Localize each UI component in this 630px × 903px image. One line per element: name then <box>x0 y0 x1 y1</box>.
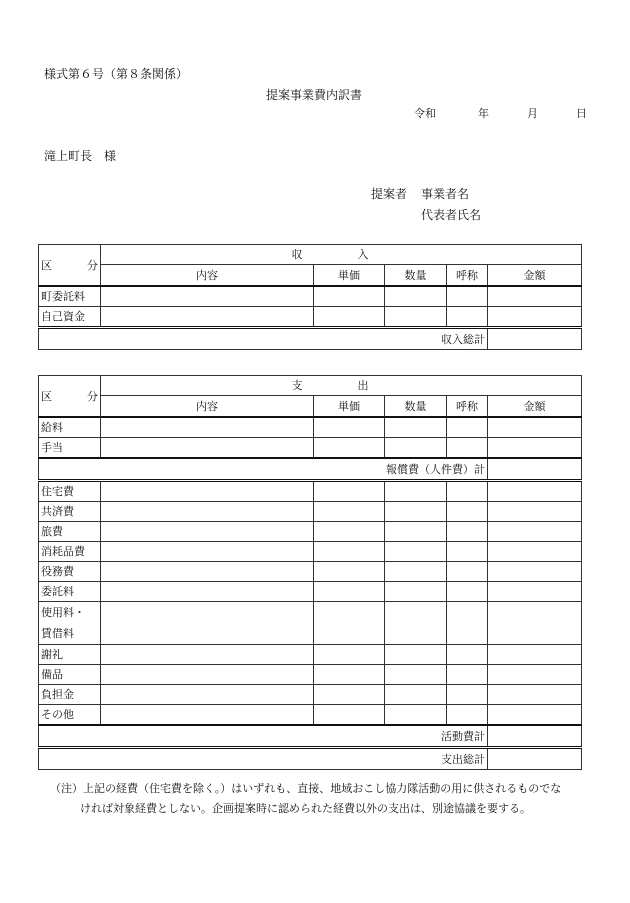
expense-row-label: 住宅費 <box>39 481 101 502</box>
income-row-label: 町委託料 <box>39 286 101 307</box>
col-unit-price: 単価 <box>314 265 385 286</box>
cell[interactable] <box>101 645 314 665</box>
cell[interactable] <box>447 522 488 542</box>
cell[interactable] <box>447 685 488 705</box>
cell[interactable] <box>447 502 488 522</box>
date-month: 月 <box>527 107 538 120</box>
representative-label: 代表者氏名 <box>421 208 482 222</box>
expense-row-label: 共済費 <box>39 502 101 522</box>
cell[interactable] <box>385 481 447 502</box>
cell[interactable] <box>447 602 488 645</box>
expense-row-label: 謝礼 <box>39 645 101 665</box>
expense-row-label: その他 <box>39 705 101 726</box>
cell[interactable] <box>488 665 582 685</box>
expense-row-label: 消耗品費 <box>39 542 101 562</box>
usage-fee-line2: 賃借料 <box>41 627 74 640</box>
form-number: 様式第６号（第８条関係） <box>44 67 189 81</box>
cell[interactable] <box>101 522 314 542</box>
cell[interactable] <box>385 502 447 522</box>
col-quantity: 数量 <box>385 265 447 286</box>
cell[interactable] <box>101 417 314 438</box>
cell[interactable] <box>101 665 314 685</box>
cell[interactable] <box>314 602 385 645</box>
expense-row-label: 手当 <box>39 438 101 459</box>
expense-table <box>38 375 582 770</box>
cell[interactable] <box>488 562 582 582</box>
date-year: 年 <box>478 107 489 120</box>
cell[interactable] <box>385 417 447 438</box>
cell[interactable] <box>101 542 314 562</box>
cell[interactable] <box>314 522 385 542</box>
cell[interactable] <box>101 481 314 502</box>
cell[interactable] <box>488 438 582 459</box>
cell[interactable] <box>488 481 582 502</box>
expense-row-label: 旅費 <box>39 522 101 542</box>
col-quantity: 数量 <box>385 396 447 417</box>
personnel-total-label: 報償費（人件費）計 <box>39 458 488 481</box>
cell[interactable] <box>101 685 314 705</box>
proposer-label: 提案者 <box>371 187 408 201</box>
cell[interactable] <box>385 665 447 685</box>
cell[interactable] <box>101 582 314 602</box>
cell[interactable] <box>314 562 385 582</box>
cell[interactable] <box>385 542 447 562</box>
activity-total-label: 活動費計 <box>39 725 488 748</box>
expense-total-label: 支出総計 <box>39 748 488 770</box>
cell[interactable] <box>314 438 385 459</box>
cell[interactable] <box>488 542 582 562</box>
col-content: 内容 <box>101 396 314 417</box>
cell[interactable] <box>488 685 582 705</box>
cell[interactable] <box>488 602 582 645</box>
cell[interactable] <box>101 502 314 522</box>
note-line-1: （注）上記の経費（住宅費を除く。）はいずれも、直接、地域おこし協力隊活動の用に供されるものでな <box>50 782 562 795</box>
cell[interactable] <box>385 685 447 705</box>
income-table <box>38 244 582 350</box>
cell[interactable] <box>385 522 447 542</box>
cell[interactable] <box>101 286 314 307</box>
cell[interactable] <box>447 481 488 502</box>
cell[interactable] <box>314 481 385 502</box>
expense-row-label: 役務費 <box>39 562 101 582</box>
cell[interactable] <box>314 645 385 665</box>
cell[interactable] <box>488 705 582 726</box>
kubun-header: 区 分 <box>39 245 101 287</box>
expense-section-title: 支 出 <box>101 376 582 396</box>
date-era: 令和 <box>414 107 436 120</box>
document-title: 提案事業費内訳書 <box>266 88 363 102</box>
cell[interactable] <box>447 582 488 602</box>
expense-total-cell[interactable] <box>488 748 582 770</box>
cell[interactable] <box>314 286 385 307</box>
cell[interactable] <box>488 286 582 307</box>
cell[interactable] <box>447 542 488 562</box>
expense-row-label: 備品 <box>39 665 101 685</box>
cell[interactable] <box>488 417 582 438</box>
cell[interactable] <box>385 705 447 726</box>
cell[interactable] <box>101 438 314 459</box>
cell[interactable] <box>385 645 447 665</box>
activity-total-cell[interactable] <box>488 725 582 748</box>
col-unit-price: 単価 <box>314 396 385 417</box>
income-total-cell[interactable] <box>488 328 582 350</box>
cell[interactable] <box>314 307 385 328</box>
cell[interactable] <box>488 307 582 328</box>
cell[interactable] <box>101 562 314 582</box>
addressee: 滝上町長 様 <box>44 149 117 163</box>
cell[interactable] <box>488 645 582 665</box>
col-unit: 呼称 <box>447 265 488 286</box>
cell[interactable] <box>447 665 488 685</box>
cell[interactable] <box>488 582 582 602</box>
col-amount: 金額 <box>488 265 582 286</box>
cell[interactable] <box>447 417 488 438</box>
cell[interactable] <box>488 522 582 542</box>
cell[interactable] <box>101 602 314 645</box>
cell[interactable] <box>101 705 314 726</box>
cell[interactable] <box>447 438 488 459</box>
business-name-label: 事業者名 <box>421 187 470 201</box>
cell[interactable] <box>447 286 488 307</box>
cell[interactable] <box>385 582 447 602</box>
usage-fee-line1: 使用料・ <box>41 606 85 619</box>
cell[interactable] <box>447 645 488 665</box>
personnel-total-cell[interactable] <box>488 458 582 481</box>
income-section-title: 収 入 <box>101 245 582 265</box>
kubun-header: 区 分 <box>39 376 101 418</box>
expense-row-label: 負担金 <box>39 685 101 705</box>
cell[interactable] <box>447 705 488 726</box>
cell[interactable] <box>314 582 385 602</box>
cell[interactable] <box>314 705 385 726</box>
cell[interactable] <box>314 542 385 562</box>
col-amount: 金額 <box>488 396 582 417</box>
expense-row-label: 給料 <box>39 417 101 438</box>
income-row-label: 自己資金 <box>39 307 101 328</box>
expense-row-label: 委託料 <box>39 582 101 602</box>
cell[interactable] <box>385 307 447 328</box>
cell[interactable] <box>385 562 447 582</box>
col-unit: 呼称 <box>447 396 488 417</box>
cell[interactable] <box>385 602 447 645</box>
cell[interactable] <box>314 685 385 705</box>
cell[interactable] <box>385 286 447 307</box>
usage-fee-label <box>39 602 101 645</box>
cell[interactable] <box>314 417 385 438</box>
cell[interactable] <box>447 562 488 582</box>
note-line-2: ければ対象経費としない。企画提案時に認められた経費以外の支出は、別途協議を要する。 <box>80 802 531 815</box>
cell[interactable] <box>314 502 385 522</box>
col-content: 内容 <box>101 265 314 286</box>
date-day: 日 <box>576 107 587 120</box>
cell[interactable] <box>101 307 314 328</box>
income-total-label: 収入総計 <box>39 328 488 350</box>
cell[interactable] <box>447 307 488 328</box>
cell[interactable] <box>314 665 385 685</box>
cell[interactable] <box>488 502 582 522</box>
cell[interactable] <box>385 438 447 459</box>
